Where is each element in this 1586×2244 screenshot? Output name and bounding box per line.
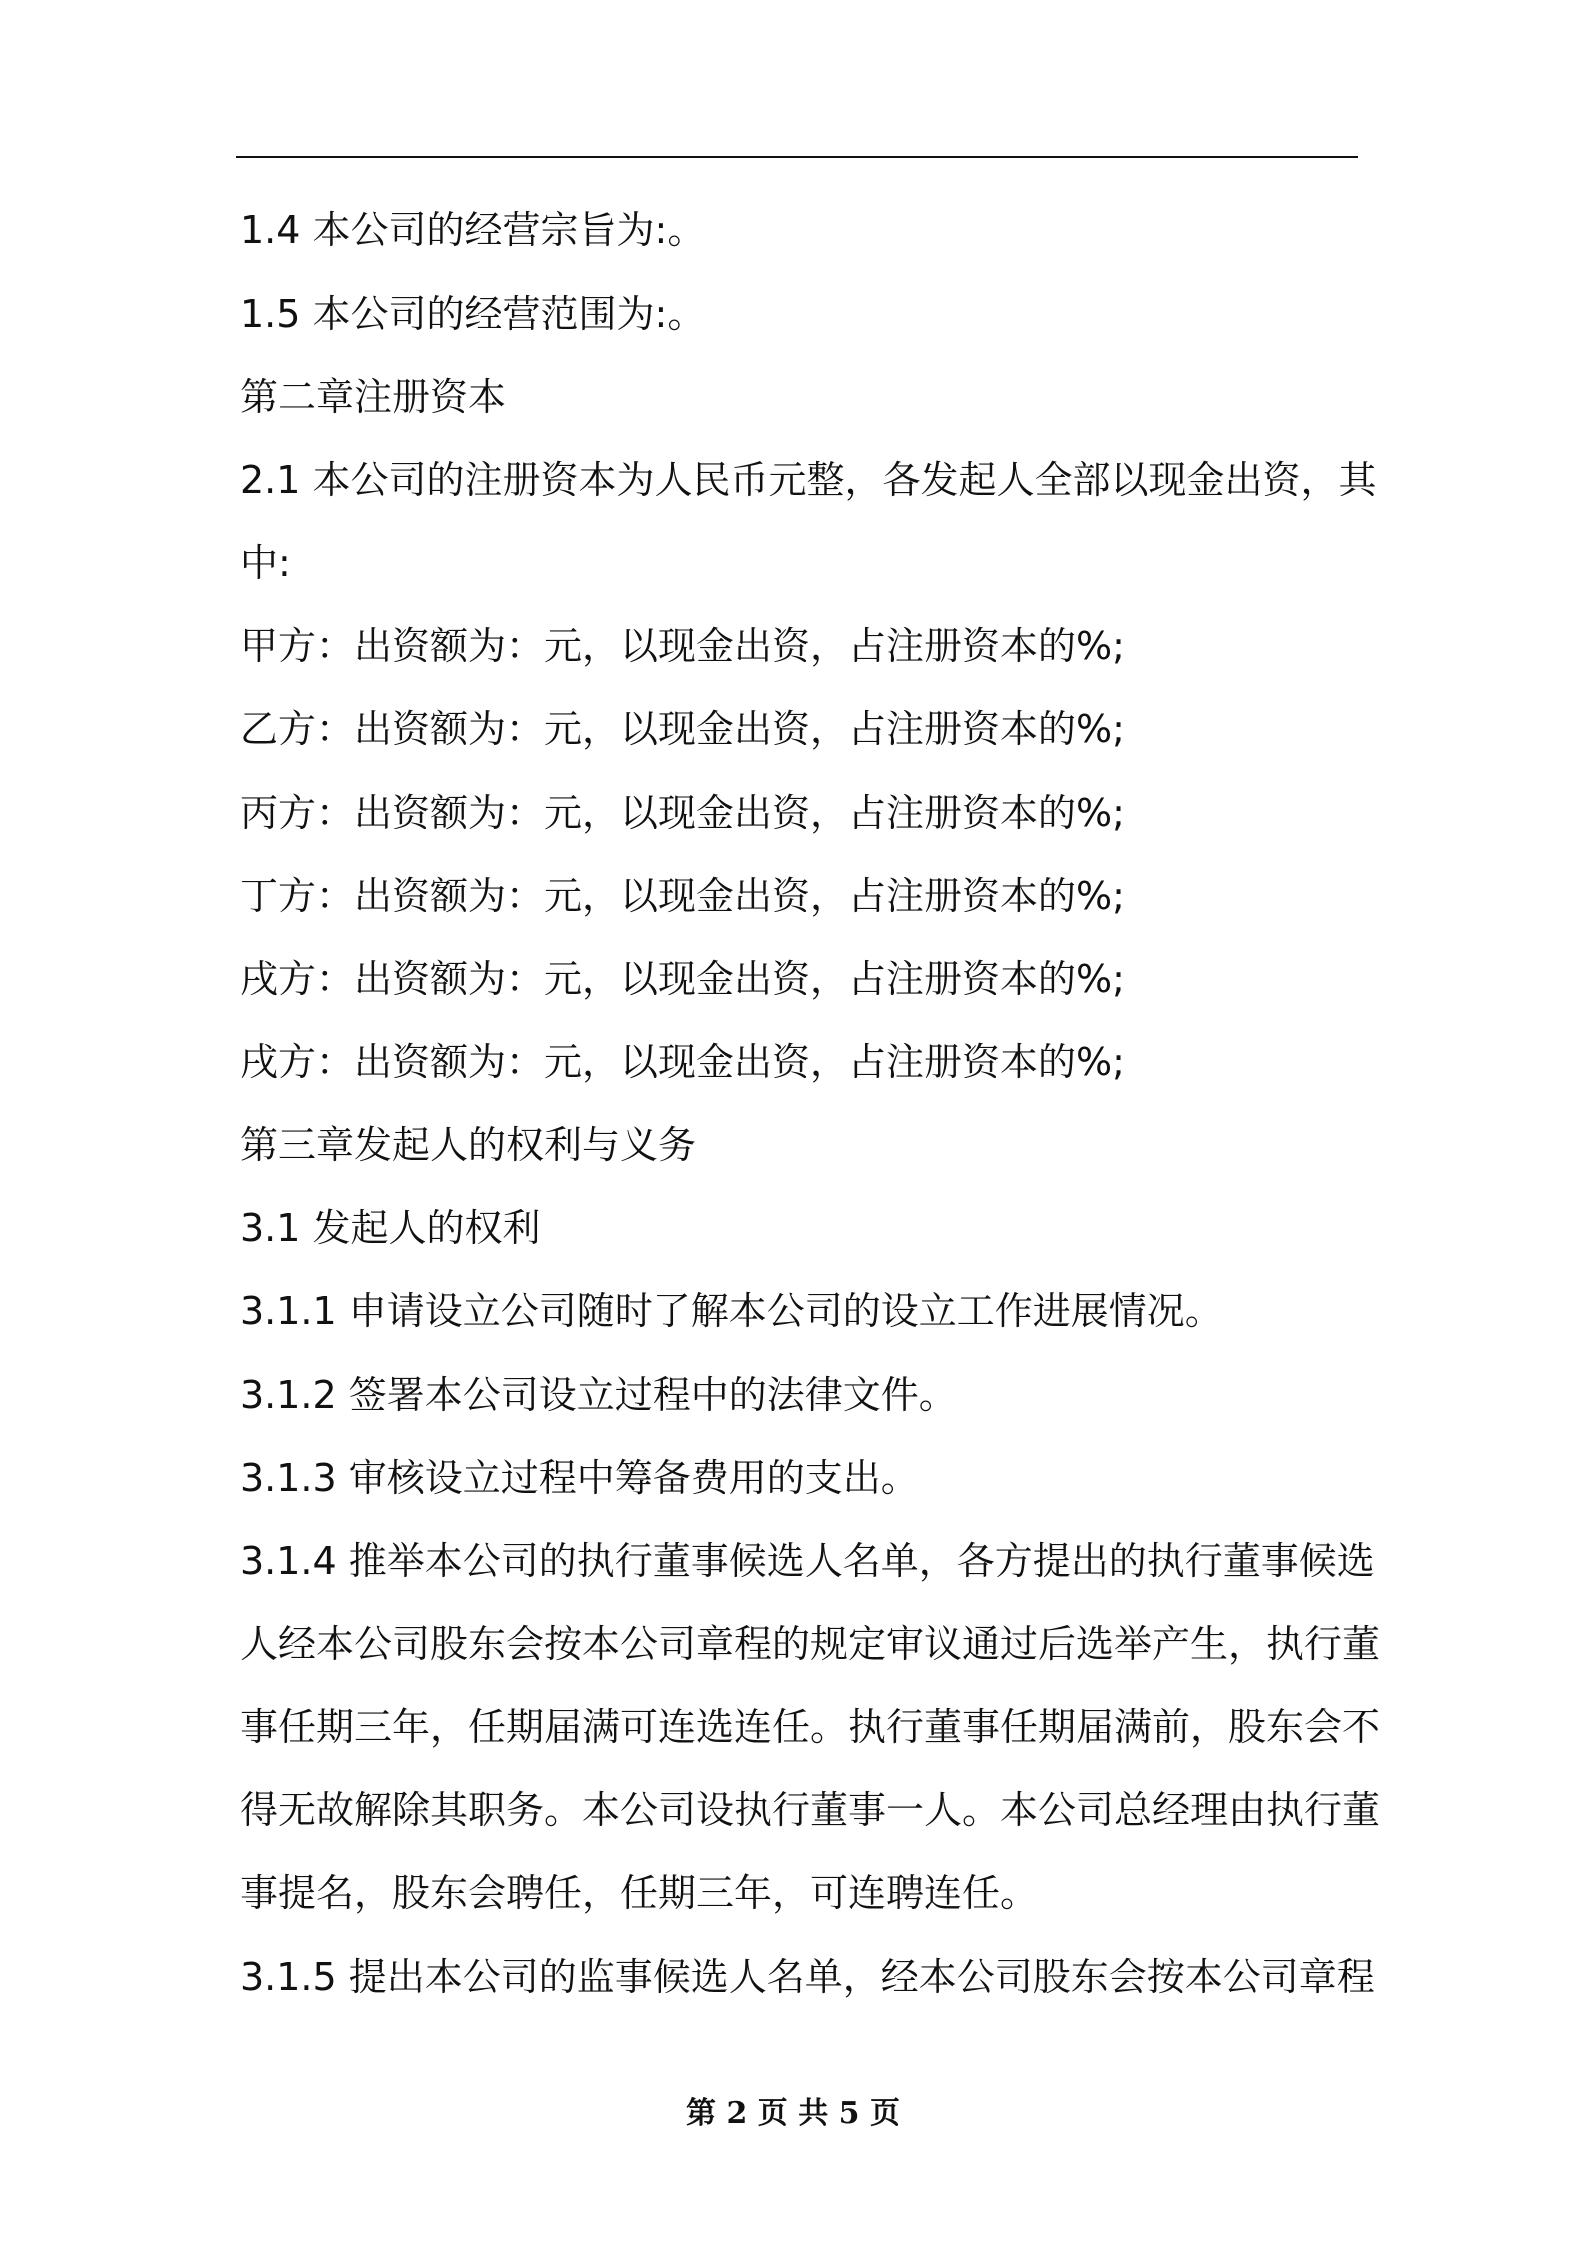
page-number-footer: 第 2 页 共 5 页 <box>686 2096 900 2131</box>
text-line: 戌方：出资额为：元，以现金出资，占注册资本的%; <box>240 1040 1125 1084</box>
text-line: 1.5 本公司的经营范围为:。 <box>240 292 706 336</box>
header-divider <box>236 156 1358 158</box>
chapter-heading: 第二章注册资本 <box>240 375 507 419</box>
text-line: 戌方：出资额为：元，以现金出资，占注册资本的%; <box>240 957 1125 1001</box>
section-heading: 3.1 发起人的权利 <box>240 1206 541 1250</box>
text-line: 甲方：出资额为：元，以现金出资，占注册资本的%; <box>240 624 1125 668</box>
text-line: 事任期三年，任期届满可连选连任。执行董事任期届满前，股东会不 <box>240 1705 1381 1749</box>
text-line: 3.1.2 签署本公司设立过程中的法律文件。 <box>240 1373 957 1417</box>
text-line: 3.1.5 提出本公司的监事候选人名单，经本公司股东会按本公司章程 <box>240 1955 1375 1999</box>
text-line: 中: <box>240 541 291 585</box>
text-line: 事提名，股东会聘任，任期三年，可连聘连任。 <box>240 1871 1039 1915</box>
text-line: 1.4 本公司的经营宗旨为:。 <box>240 208 706 252</box>
text-line: 丁方：出资额为：元，以现金出资，占注册资本的%; <box>240 874 1125 918</box>
text-line: 人经本公司股东会按本公司章程的规定审议通过后选举产生，执行董 <box>240 1622 1381 1666</box>
text-line: 丙方：出资额为：元，以现金出资，占注册资本的%; <box>240 791 1125 835</box>
text-line: 乙方：出资额为：元，以现金出资，占注册资本的%; <box>240 707 1125 751</box>
text-line: 3.1.3 审核设立过程中筹备费用的支出。 <box>240 1456 919 1500</box>
chapter-heading: 第三章发起人的权利与义务 <box>240 1123 697 1167</box>
text-line: 3.1.1 申请设立公司随时了解本公司的设立工作进展情况。 <box>240 1289 1223 1333</box>
text-line: 得无故解除其职务。本公司设执行董事一人。本公司总经理由执行董 <box>240 1788 1381 1832</box>
text-line: 3.1.4 推举本公司的执行董事候选人名单，各方提出的执行董事候选 <box>240 1539 1375 1583</box>
text-line: 2.1 本公司的注册资本为人民币元整，各发起人全部以现金出资，其 <box>240 458 1377 502</box>
